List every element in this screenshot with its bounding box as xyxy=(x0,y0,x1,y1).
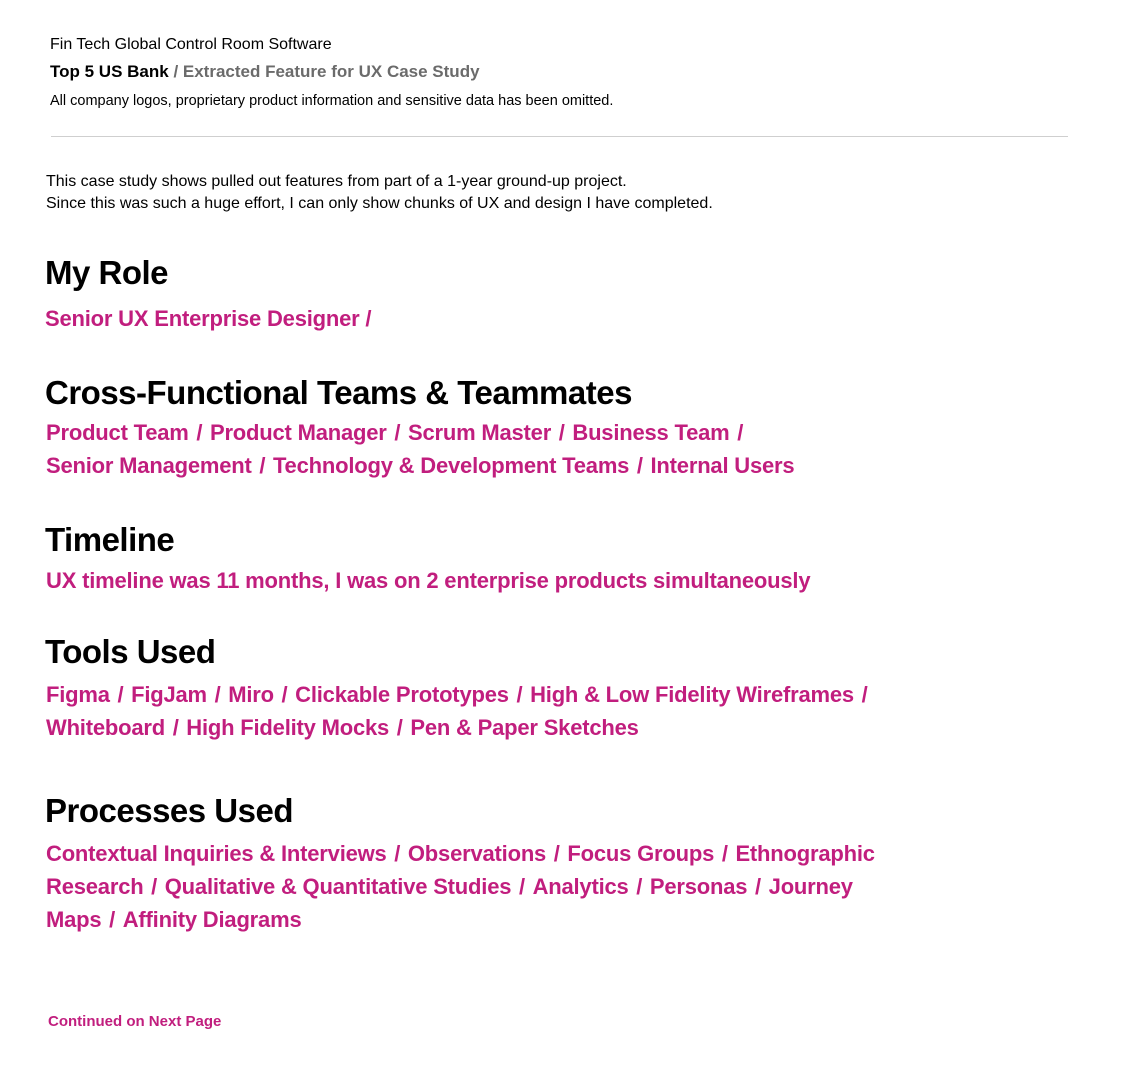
slash-separator: / xyxy=(196,420,203,445)
tools-heading: Tools Used xyxy=(45,633,216,670)
list-item: Contextual Inquiries & Interviews xyxy=(46,841,387,866)
slash-separator: / xyxy=(737,420,744,445)
doc-subtitle xyxy=(50,61,480,83)
processes-heading: Processes Used xyxy=(45,792,293,829)
teams-line-1 xyxy=(46,416,794,449)
client-name: Top 5 US Bank xyxy=(50,62,169,81)
slash-separator: / xyxy=(516,682,523,707)
slash-separator: / xyxy=(281,682,288,707)
list-item: Product Team xyxy=(46,420,189,445)
timeline-heading: Timeline xyxy=(45,521,175,558)
intro-line-2: Since this was such a huge effort, I can only show chunks of UX and design I have completed. xyxy=(46,195,713,212)
continued-next-page-note: Continued on Next Page xyxy=(48,1013,222,1030)
intro-paragraph xyxy=(46,171,713,215)
slash-separator: / xyxy=(117,682,124,707)
list-item: Senior Management xyxy=(46,453,252,478)
header-divider xyxy=(51,136,1068,137)
list-item: Miro xyxy=(228,682,274,707)
subtitle-rest: / Extracted Feature for UX Case Study xyxy=(173,62,480,81)
list-item: Pen & Paper Sketches xyxy=(410,715,639,740)
slash-separator: / xyxy=(396,715,403,740)
list-item: High & Low Fidelity Wireframes xyxy=(530,682,854,707)
slash-separator: / xyxy=(394,841,401,866)
list-item: Research xyxy=(46,874,144,899)
list-item: Analytics xyxy=(532,874,629,899)
slash-separator: / xyxy=(636,874,643,899)
intro-line-1: This case study shows pulled out features from part of a 1-year ground-up project. xyxy=(46,173,627,190)
slash-separator: / xyxy=(109,907,116,932)
list-item: Technology & Development Teams xyxy=(272,453,630,478)
slash-separator: / xyxy=(755,874,761,899)
role-heading: My Role xyxy=(45,254,169,291)
slash-separator: / xyxy=(518,874,525,899)
slash-separator: / xyxy=(861,682,868,707)
slash-separator: / xyxy=(172,715,179,740)
list-item: FigJam xyxy=(131,682,207,707)
slash-separator: / xyxy=(721,841,728,866)
slash-separator: / xyxy=(151,874,158,899)
tools-list xyxy=(46,678,875,744)
list-item: Observations xyxy=(407,841,547,866)
list-item: High Fidelity Mocks xyxy=(186,715,390,740)
list-item: Scrum Master xyxy=(407,420,552,445)
list-item: Business Team xyxy=(572,420,730,445)
list-item: Personas xyxy=(649,874,748,899)
teams-list xyxy=(46,416,794,482)
list-item: Maps xyxy=(46,907,102,932)
list-item: Internal Users xyxy=(650,453,795,478)
disclaimer: All company logos, proprietary product information and sensitive data has been omitted. xyxy=(50,93,614,109)
slash-separator: / xyxy=(553,841,560,866)
doc-title: Fin Tech Global Control Room Software xyxy=(50,36,332,53)
role-value: Senior UX Enterprise Designer / xyxy=(45,306,372,331)
list-item: Product Manager xyxy=(209,420,387,445)
processes-list xyxy=(46,837,875,936)
list-item: Affinity Diagrams xyxy=(122,907,302,932)
slash-separator: / xyxy=(259,453,266,478)
list-item: Clickable Prototypes xyxy=(295,682,509,707)
list-item: Whiteboard xyxy=(46,715,165,740)
processes-line-2 xyxy=(46,870,875,903)
timeline-value: UX timeline was 11 months, I was on 2 enterprise products simultaneously xyxy=(46,568,811,593)
slash-separator: / xyxy=(558,420,565,445)
tools-line-1 xyxy=(46,678,875,711)
processes-line-1 xyxy=(46,837,875,870)
list-item: Ethnographic xyxy=(735,841,875,866)
processes-line-3 xyxy=(46,903,875,936)
slash-separator: / xyxy=(636,453,643,478)
teams-line-2 xyxy=(46,449,794,482)
tools-line-2 xyxy=(46,711,875,744)
list-item: Journey xyxy=(768,874,853,899)
teams-heading: Cross-Functional Teams & Teammates xyxy=(45,374,632,411)
list-item: Focus Groups xyxy=(567,841,715,866)
list-item: Qualitative & Quantitative Studies xyxy=(164,874,512,899)
list-item: Figma xyxy=(46,682,110,707)
slash-separator: / xyxy=(394,420,401,445)
slash-separator: / xyxy=(214,682,221,707)
